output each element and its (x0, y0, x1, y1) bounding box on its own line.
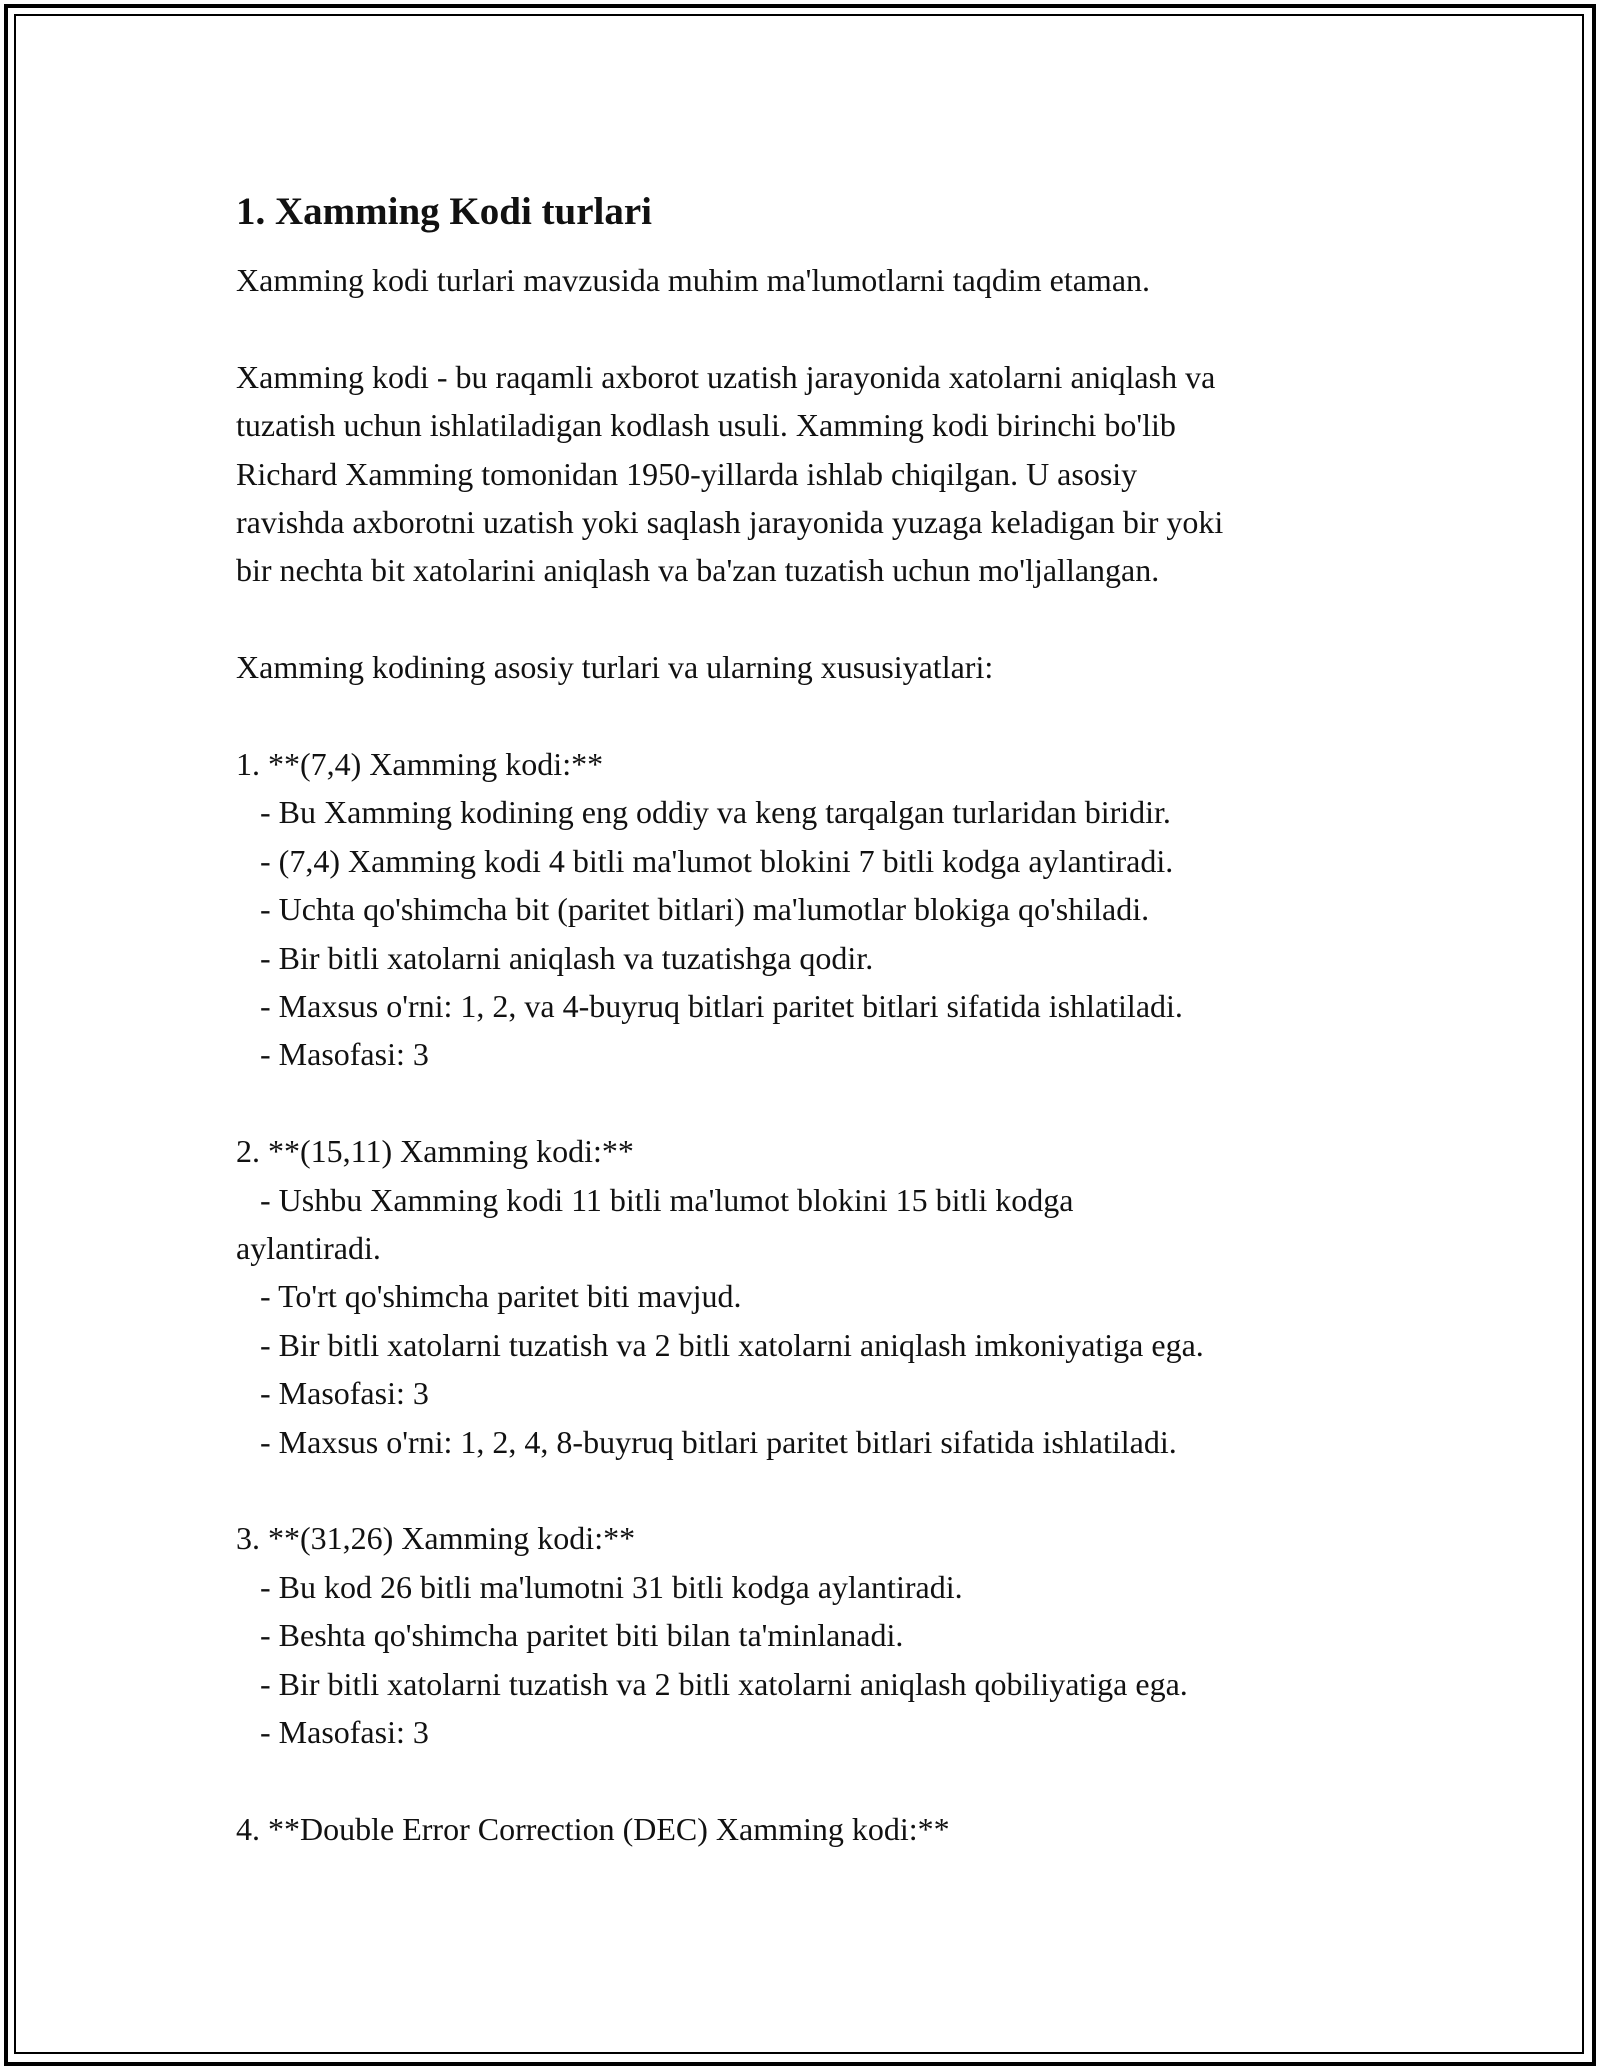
paragraph-line: Xamming kodi - bu raqamli axborot uzatish jarayonida xatolarni aniqlash va (236, 358, 1216, 395)
list-intro: Xamming kodining asosiy turlari va ularning xususiyatlari: (236, 649, 994, 686)
spacer (236, 692, 1386, 740)
list-item: - Ushbu Xamming kodi 11 bitli ma'lumot blokini 15 bitli kodga (236, 1181, 1074, 1218)
list-item: - Masofasi: 3 (236, 1375, 429, 1412)
page-title: 1. Xamming Kodi turlari (236, 190, 652, 233)
list-item: - Bir bitli xatolarni tuzatish va 2 bitli xatolarni aniqlash qobiliyatiga ega. (236, 1665, 1188, 1702)
section-title: 1. **(7,4) Xamming kodi:** (236, 746, 604, 783)
list-item: - To'rt qo'shimcha paritet biti mavjud. (236, 1278, 742, 1315)
list-item: - (7,4) Xamming kodi 4 bitli ma'lumot blokini 7 bitli kodga aylantiradi. (236, 842, 1174, 879)
list-item: aylantiradi. (236, 1230, 381, 1267)
list-item: - Beshta qo'shimcha paritet biti bilan ta'minlanadi. (236, 1617, 904, 1654)
document-body (236, 186, 1386, 1853)
spacer (236, 1079, 1386, 1127)
list-item: - Bir bitli xatolarni tuzatish va 2 bitli xatolarni aniqlash imkoniyatiga ega. (236, 1326, 1204, 1363)
section-31-26 (236, 1514, 1386, 1756)
spacer (236, 1466, 1386, 1514)
section-15-11 (236, 1127, 1386, 1466)
spacer (236, 1757, 1386, 1805)
list-item: - Bir bitli xatolarni aniqlash va tuzatishga qodir. (236, 939, 874, 976)
description-paragraph (236, 353, 1386, 595)
section-title: 2. **(15,11) Xamming kodi:** (236, 1133, 634, 1170)
spacer (236, 595, 1386, 643)
list-item: - Bu Xamming kodining eng oddiy va keng tarqalgan turlaridan biridir. (236, 794, 1171, 831)
list-item: - Masofasi: 3 (236, 1714, 429, 1751)
list-item: - Uchta qo'shimcha bit (paritet bitlari) ma'lumotlar blokiga qo'shiladi. (236, 891, 1150, 928)
list-item: - Masofasi: 3 (236, 1036, 429, 1073)
section-title: 4. **Double Error Correction (DEC) Xamming kodi:** (236, 1810, 950, 1847)
list-item: - Maxsus o'rni: 1, 2, 4, 8-buyruq bitlari paritet bitlari sifatida ishlatiladi. (236, 1423, 1177, 1460)
section-title: 3. **(31,26) Xamming kodi:** (236, 1520, 636, 1557)
paragraph-line: tuzatish uchun ishlatiladigan kodlash usuli. Xamming kodi birinchi bo'lib (236, 407, 1176, 444)
section-7-4 (236, 740, 1386, 1079)
list-item: - Maxsus o'rni: 1, 2, va 4-buyruq bitlari paritet bitlari sifatida ishlatiladi. (236, 988, 1183, 1025)
intro-text: Xamming kodi turlari mavzusida muhim ma'lumotlarni taqdim etaman. (236, 262, 1151, 298)
section-dec (236, 1805, 1386, 1853)
paragraph-line: Richard Xamming tomonidan 1950-yillarda ishlab chiqilgan. U asosiy (236, 455, 1138, 492)
list-item: - Bu kod 26 bitli ma'lumotni 31 bitli kodga aylantiradi. (236, 1568, 963, 1605)
paragraph-line: bir nechta bit xatolarini aniqlash va ba'zan tuzatish uchun mo'ljallangan. (236, 552, 1160, 589)
paragraph-line: ravishda axborotni uzatish yoki saqlash jarayonida yuzaga keladigan bir yoki (236, 504, 1224, 541)
spacer (236, 304, 1386, 352)
